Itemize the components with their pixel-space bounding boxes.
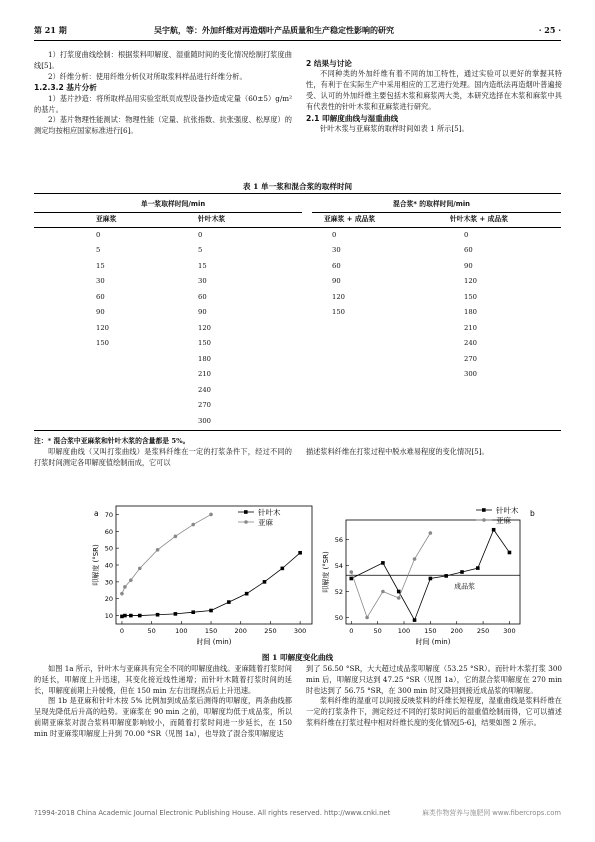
data-point [129, 578, 133, 582]
data-point [156, 548, 160, 552]
data-point [476, 566, 480, 570]
data-point [129, 614, 133, 618]
table-caption: 表 1 单一浆和混合浆的取样时间 [242, 182, 353, 191]
running-title: 吴宇航，等：外加纤维对再造烟叶产品质量和生产稳定性影响的研究 [154, 25, 394, 35]
paragraph: 图 1b 是亚麻和针叶木按 5% 比例加到成品浆后测得的叩解度，两条曲线都呈现先降低后升高的趋势。亚麻浆在 90 min 之前，叩解度均低于成品浆，所以前期亚麻浆对混合浆料叩解度影响较小，而随着打浆时间进一步延长，在 150 min 时亚麻浆叩解度上升到 70.00 °SR（见图 1a），也导致了混合浆叩解度达 [34, 696, 292, 738]
table-cell [34, 413, 152, 429]
data-point [123, 585, 127, 589]
chart-panel-b [316, 488, 556, 648]
paragraph: 浆料纤维的湿重可以间接反映浆料的纤维长短程度，湿重曲线是浆料纤维在一定的打浆条件下，测定经过不同的打浆时间后的湿重值绘制而得，它可以描述浆料纤维在打浆过程中相对纤维长度的变化情况[5-6]，结果如图 2 所示。 [306, 696, 562, 727]
table-header: 亚麻浆 + 成品浆 [324, 214, 376, 223]
table-row [34, 305, 561, 321]
y-tick-label: 10 [104, 612, 113, 621]
data-point [298, 551, 302, 555]
table-cell [430, 413, 561, 429]
data-point [413, 618, 417, 622]
plot-frame [346, 520, 520, 624]
data-point [120, 592, 124, 596]
data-point [492, 528, 496, 532]
table-cell: 120 [96, 323, 109, 332]
legend-label: 针叶木 [496, 506, 519, 515]
table-cell: 60 [332, 261, 341, 270]
table-cell: 0 [332, 230, 337, 239]
table-row [34, 258, 561, 274]
table-cell: 120 [332, 292, 345, 301]
table-cell [302, 367, 430, 383]
x-tick-label: 50 [147, 627, 156, 635]
table-row [34, 398, 561, 414]
series-line-针叶木 [122, 553, 300, 617]
table-cell: 60 [96, 292, 105, 301]
data-point [263, 580, 267, 584]
table-cell [430, 398, 561, 414]
data-point [123, 614, 127, 618]
baseline-label: 成品浆 [454, 582, 476, 591]
x-tick-label: 200 [450, 627, 463, 635]
data-point [397, 590, 401, 594]
data-point [460, 570, 464, 574]
x-tick-label: 300 [293, 627, 307, 635]
data-point [429, 531, 433, 535]
table-cell: 5 [96, 246, 101, 255]
legend-marker [244, 510, 248, 514]
x-tick-label: 300 [503, 627, 516, 635]
legend-label: 亚麻 [258, 518, 273, 527]
data-point [138, 614, 142, 618]
table-cell [430, 382, 561, 398]
data-point [444, 574, 448, 578]
table-cell: 0 [198, 230, 203, 239]
table-cell: 150 [198, 339, 211, 348]
table-row [34, 413, 561, 429]
table-top-rule [34, 193, 561, 194]
paragraph: 针叶木浆与亚麻浆的取样时间如表 1 所示[5]。 [320, 123, 469, 133]
table-cell: 60 [464, 246, 473, 255]
table-row [34, 351, 561, 367]
table-row [34, 320, 561, 336]
table-header: 针叶木浆 [198, 214, 226, 223]
panel-label: b [530, 509, 535, 518]
table-cell: 120 [464, 277, 477, 286]
table-row [34, 227, 561, 243]
table-cell: 300 [464, 370, 477, 379]
data-point [138, 567, 142, 571]
table-cell [34, 367, 152, 383]
table-group-header-single: 单一浆取样时间/min [140, 199, 206, 208]
table-cell: 30 [96, 277, 105, 286]
data-point [156, 613, 160, 617]
table-cell [302, 413, 430, 429]
table-cell [302, 320, 430, 336]
table-cell: 30 [198, 277, 207, 286]
page-footer [34, 808, 561, 818]
x-tick-label: 250 [264, 627, 277, 635]
table-group-rule-left [34, 212, 302, 213]
data-point [413, 557, 417, 561]
table-row [34, 243, 561, 259]
table-cell: 15 [96, 261, 105, 270]
data-point [397, 596, 401, 600]
table-group-rule-right [312, 212, 561, 213]
page-number: · 25 · [538, 25, 561, 35]
data-point [191, 610, 195, 614]
table-cell [302, 351, 430, 367]
right-column-top [306, 50, 562, 135]
table-cell: 5 [198, 246, 203, 255]
subsection-heading: 1.2.3.2 基片分析 [34, 83, 97, 93]
data-point [281, 567, 285, 571]
data-point [349, 570, 353, 574]
table-cell: 300 [198, 416, 211, 425]
paragraph: 不同种类的外加纤维有着不同的加工特性，通过实验可以更好的掌握其特性，有利于在实际生产中采用相应的工艺进行处理。国内造纸法再造烟叶普遍接受、认可的外加纤维主要包括木浆和麻浆两大类，本研究选择在木浆和麻浆中具有代表性的针叶木浆和亚麻浆进行研究。 [306, 69, 562, 111]
x-tick-label: 50 [373, 627, 382, 635]
x-tick-label: 100 [175, 627, 188, 635]
data-point [508, 551, 512, 555]
figure-caption: 图 1 叩解度变化曲线 [261, 653, 334, 662]
section-heading: 2 结果与讨论 [306, 59, 352, 68]
x-tick-label: 0 [119, 627, 125, 635]
table-cell: 270 [198, 401, 211, 410]
y-tick-label: 50 [104, 544, 113, 553]
table-row [34, 336, 561, 352]
table-note: 注：* 混合浆中亚麻浆和针叶木浆的含量都是 5%。 [34, 437, 190, 445]
table-cell: 240 [198, 385, 211, 394]
data-point [349, 577, 353, 581]
table-row [34, 367, 561, 383]
sampling-time-table [34, 196, 561, 429]
table-cell: 150 [464, 292, 477, 301]
left-column-bottom [34, 664, 292, 740]
table-cell: 0 [96, 230, 101, 239]
left-column-top [34, 50, 292, 137]
data-point [191, 523, 195, 527]
data-point [365, 616, 369, 620]
panel-label: a [94, 509, 99, 518]
y-tick-label: 20 [104, 595, 113, 604]
legend-marker [482, 518, 486, 522]
table-cell: 180 [464, 308, 477, 317]
table-header: 亚麻浆 [96, 214, 117, 223]
paragraph: 描述浆料纤维在打浆过程中脱水难易程度的变化情况[5]。 [306, 447, 489, 456]
legend-label: 针叶木 [258, 508, 281, 517]
plot-frame [116, 506, 312, 624]
table-cell: 90 [332, 277, 341, 286]
table-cell: 90 [96, 308, 105, 317]
table-cell: 180 [198, 354, 211, 363]
paragraph: 如图 1a 所示，针叶木与亚麻具有完全不同的叩解度曲线。亚麻随着打浆时间的延长，叩解度上升迅速，其变化接近线性递增；而针叶木随着打浆时间的延长，叩解度前期上升缓慢，但在 150 min 左右出现拐点后上升迅速。 [34, 664, 292, 695]
table-header: 针叶木浆 + 成品浆 [450, 214, 509, 223]
x-tick-label: 0 [349, 627, 354, 635]
paragraph: 叩解度曲线（又叫打浆曲线）是浆料纤维在一定的打浆条件下，经过不同的打浆时间测定各叩解度值绘制而成，它可以 [34, 447, 292, 467]
table-cell: 150 [96, 339, 109, 348]
x-tick-label: 100 [397, 627, 411, 635]
table-cell: 240 [464, 339, 477, 348]
y-tick-label: 40 [104, 561, 113, 570]
table-cell: 150 [332, 308, 345, 317]
paragraph: 到了 56.50 °SR，大大超过成品浆叩解度（53.25 °SR）。而针叶木浆打浆 300 min 后，叩解度只达到 47.25 °SR（见图 1a），它的混合浆叩解度在 270 min 时也达到了 56.75 °SR，在 300 min 时又降回到接近成品浆的叩解度。 [306, 664, 562, 695]
table-cell [34, 398, 152, 414]
table-cell [302, 336, 430, 352]
data-point [227, 600, 231, 604]
y-tick-label: 60 [104, 527, 113, 536]
table-cell: 210 [198, 370, 211, 379]
table-bottom-rule [34, 430, 561, 431]
data-point [381, 561, 385, 565]
legend-label: 亚麻 [496, 516, 511, 525]
y-axis-label: 叩解度 (°SR) [322, 551, 330, 593]
data-point [245, 592, 249, 596]
table-cell [34, 382, 152, 398]
table-cell [302, 398, 430, 414]
data-point [209, 513, 213, 517]
figure-1 [34, 488, 561, 648]
x-tick-label: 250 [476, 627, 490, 635]
y-tick-label: 50 [334, 614, 343, 622]
watermark: 麻类作物营养与施肥网 www.fibercrops.com [422, 809, 561, 817]
legend-marker [482, 508, 486, 512]
right-column-bottom [306, 664, 562, 729]
table-cell: 15 [198, 261, 207, 270]
data-point [429, 577, 433, 581]
data-point [209, 609, 213, 613]
y-tick-label: 56 [334, 536, 343, 544]
x-axis-label: 时间 (min) [196, 638, 232, 646]
x-tick-label: 150 [424, 627, 437, 635]
table-cell [302, 382, 430, 398]
x-tick-label: 200 [234, 627, 247, 635]
y-tick-label: 54 [334, 562, 343, 570]
copyright-notice: ?1994-2018 China Academic Journal Electronic Publishing House. All rights reserved. http://www.cnki.net [34, 809, 391, 817]
table-cell: 90 [464, 261, 473, 270]
table-cell: 270 [464, 354, 477, 363]
paragraph: 1）打浆度曲线绘制：根据浆料叩解度、湿重随时间的变化情况绘制打浆度曲线[5]。 [34, 50, 292, 70]
right-column-mid [306, 447, 562, 458]
data-point [381, 590, 385, 594]
series-line-亚麻 [122, 514, 211, 593]
table-cell: 30 [332, 246, 341, 255]
issue-number: 第 21 期 [34, 25, 67, 35]
chart-panel-a [80, 488, 340, 648]
y-tick-label: 70 [104, 510, 113, 519]
table-cell: 120 [198, 323, 211, 332]
paragraph: 1）基片抄造：将所取样品用实验室纸页成型设备抄造成定量（60±5）g/m² 的基片。 [34, 93, 292, 114]
paragraph: 2）纤维分析：使用纤维分析仪对所取浆料样品进行纤维分析。 [48, 71, 247, 81]
x-tick-label: 150 [204, 627, 218, 635]
table-cell: 60 [198, 292, 207, 301]
x-axis-label: 时间 (min) [415, 638, 451, 646]
table-row [34, 289, 561, 305]
left-column-mid [34, 447, 292, 469]
y-axis-label: 叩解度 (°SR) [92, 544, 100, 586]
table-row [34, 274, 561, 290]
table-group-header-mixed: 混合浆* 的取样时间/min [392, 199, 471, 208]
header-rule [34, 40, 561, 41]
table-cell [34, 351, 152, 367]
data-point [174, 535, 178, 539]
table-cell: 210 [464, 323, 477, 332]
legend-marker [244, 520, 248, 524]
running-header [34, 24, 561, 38]
paragraph: 2）基片物理性能测试：物理性能（定量、抗张指数、抗张强度、松厚度）的测定均按相应国家标准进行[6]。 [34, 115, 292, 136]
table-cell: 0 [464, 230, 469, 239]
table-cell: 90 [198, 308, 207, 317]
table-row [34, 382, 561, 398]
subsection-heading: 2.1 叩解度曲线与湿重曲线 [306, 113, 399, 123]
y-tick-label: 52 [334, 588, 343, 596]
data-point [174, 612, 178, 616]
y-tick-label: 30 [104, 578, 113, 587]
